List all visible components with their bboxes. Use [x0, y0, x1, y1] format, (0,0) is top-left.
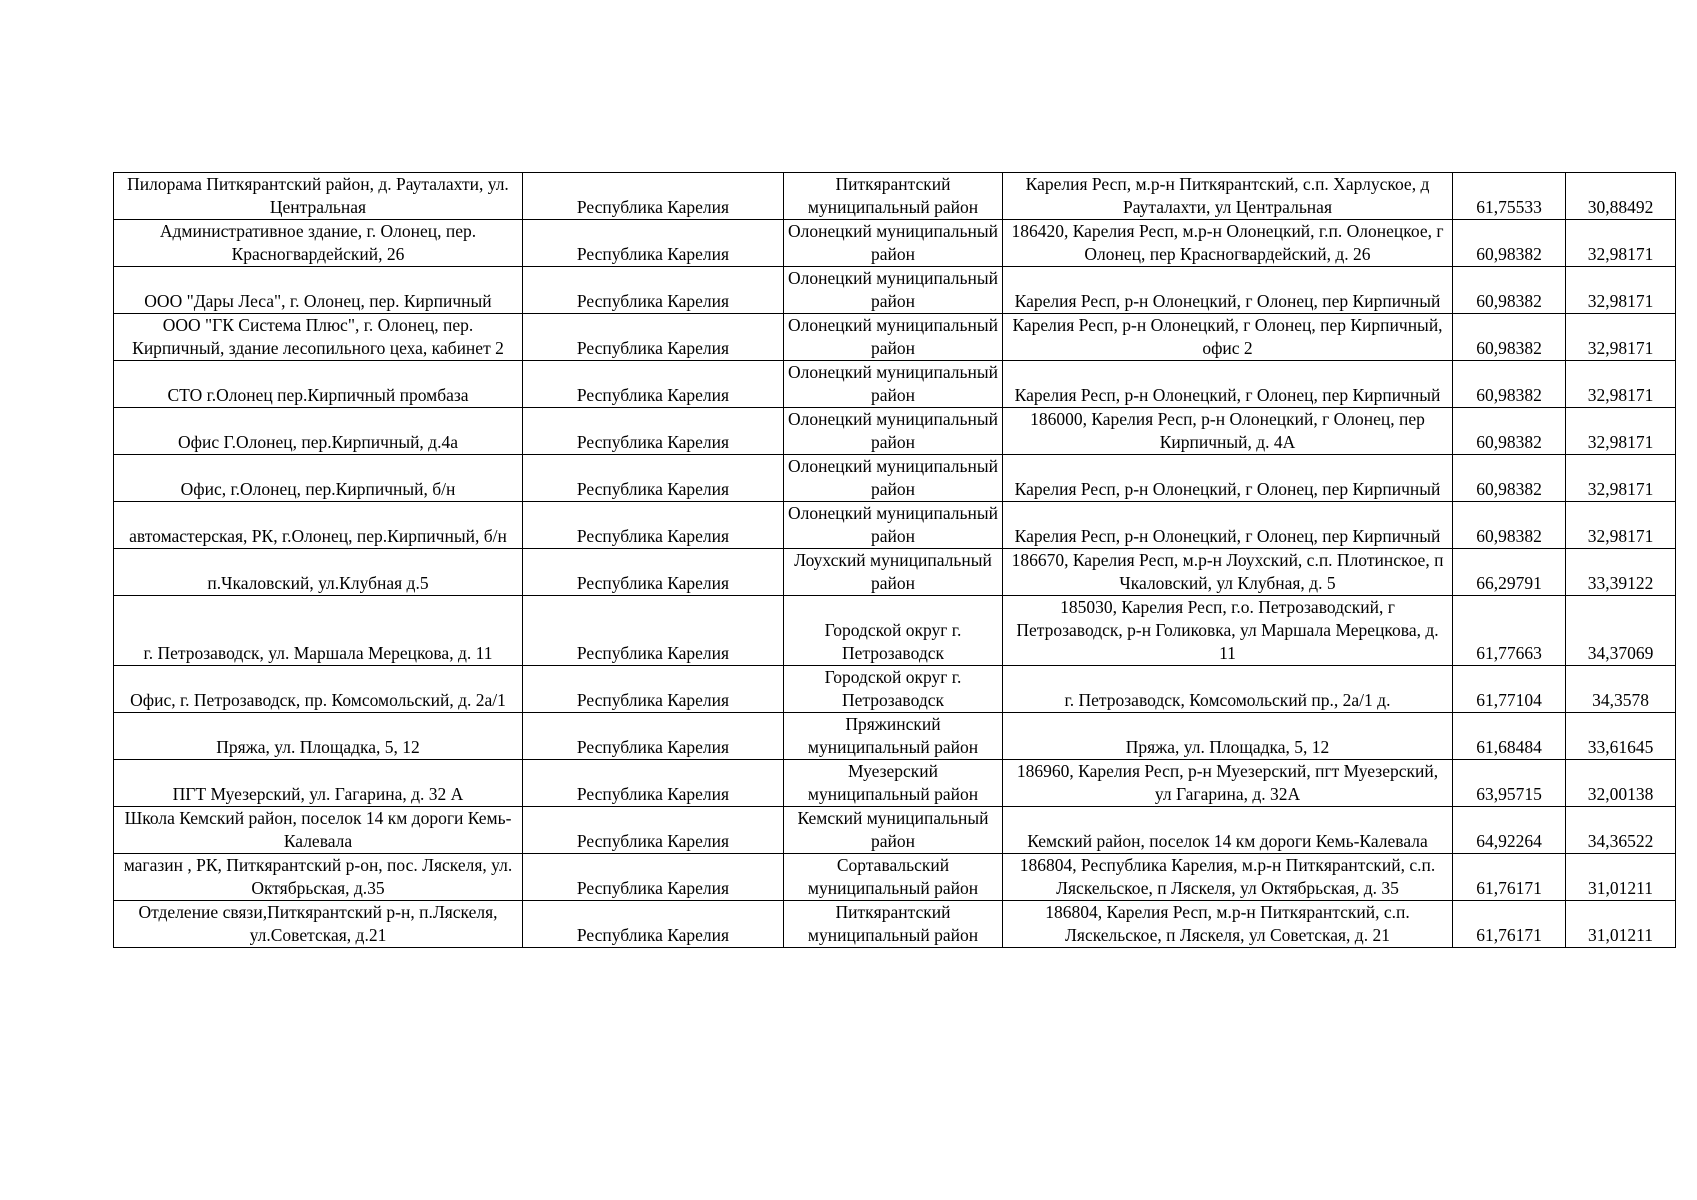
region-cell: Республика Карелия: [523, 173, 784, 220]
latitude-cell: 60,98382: [1453, 408, 1566, 455]
object-name-cell: Офис, г.Олонец, пер.Кирпичный, б/н: [114, 455, 523, 502]
address-cell: 186804, Карелия Респ, м.р-н Питкярантский, с.п. Ляскельское, п Ляскеля, ул Советская, д. 21: [1003, 901, 1453, 948]
region-cell: Республика Карелия: [523, 455, 784, 502]
table-row: [114, 361, 1676, 408]
table-row: [114, 408, 1676, 455]
latitude-cell: 61,68484: [1453, 713, 1566, 760]
latitude-cell: 60,98382: [1453, 267, 1566, 314]
address-cell: Карелия Респ, р-н Олонецкий, г Олонец, пер Кирпичный, офис 2: [1003, 314, 1453, 361]
longitude-cell: 31,01211: [1566, 854, 1676, 901]
table-row: [114, 666, 1676, 713]
object-name-cell: Пилорама Питкярантский район, д. Рауталахти, ул. Центральная: [114, 173, 523, 220]
address-cell: Карелия Респ, р-н Олонецкий, г Олонец, пер Кирпичный: [1003, 361, 1453, 408]
object-name-cell: ПГТ Муезерский, ул. Гагарина, д. 32 А: [114, 760, 523, 807]
district-cell: Сортавальский муниципальный район: [784, 854, 1003, 901]
object-name-cell: Пряжа, ул. Площадка, 5, 12: [114, 713, 523, 760]
longitude-cell: 34,36522: [1566, 807, 1676, 854]
longitude-cell: 34,37069: [1566, 596, 1676, 666]
district-cell: Олонецкий муниципальный район: [784, 502, 1003, 549]
document-sheet: [113, 172, 1675, 948]
table-row: [114, 173, 1676, 220]
table-row: [114, 901, 1676, 948]
latitude-cell: 60,98382: [1453, 361, 1566, 408]
district-cell: Городской округ г. Петрозаводск: [784, 666, 1003, 713]
latitude-cell: 63,95715: [1453, 760, 1566, 807]
table-row: [114, 220, 1676, 267]
district-cell: Питкярантский муниципальный район: [784, 901, 1003, 948]
longitude-cell: 32,98171: [1566, 502, 1676, 549]
address-cell: 186804, Республика Карелия, м.р-н Питкярантский, с.п. Ляскельское, п Ляскеля, ул Октябрьская, д. 35: [1003, 854, 1453, 901]
district-cell: Кемский муниципальный район: [784, 807, 1003, 854]
district-cell: Лоухский муниципальный район: [784, 549, 1003, 596]
latitude-cell: 61,77104: [1453, 666, 1566, 713]
longitude-cell: 32,98171: [1566, 408, 1676, 455]
region-cell: Республика Карелия: [523, 502, 784, 549]
latitude-cell: 66,29791: [1453, 549, 1566, 596]
object-name-cell: СТО г.Олонец пер.Кирпичный промбаза: [114, 361, 523, 408]
latitude-cell: 61,76171: [1453, 901, 1566, 948]
object-name-cell: Офис, г. Петрозаводск, пр. Комсомольский, д. 2а/1: [114, 666, 523, 713]
address-cell: Карелия Респ, р-н Олонецкий, г Олонец, пер Кирпичный: [1003, 267, 1453, 314]
longitude-cell: 33,61645: [1566, 713, 1676, 760]
region-cell: Республика Карелия: [523, 854, 784, 901]
object-name-cell: Отделение связи,Питкярантский р-н, п.Ляскеля, ул.Советская, д.21: [114, 901, 523, 948]
table-row: [114, 760, 1676, 807]
table-row: [114, 713, 1676, 760]
table-row: [114, 854, 1676, 901]
longitude-cell: 32,98171: [1566, 361, 1676, 408]
latitude-cell: 60,98382: [1453, 220, 1566, 267]
longitude-cell: 32,98171: [1566, 267, 1676, 314]
longitude-cell: 32,00138: [1566, 760, 1676, 807]
longitude-cell: 32,98171: [1566, 455, 1676, 502]
object-name-cell: магазин , РК, Питкярантский р-он, пос. Ляскеля, ул. Октябрьская, д.35: [114, 854, 523, 901]
address-cell: Карелия Респ, р-н Олонецкий, г Олонец, пер Кирпичный: [1003, 455, 1453, 502]
district-cell: Олонецкий муниципальный район: [784, 314, 1003, 361]
address-cell: 186000, Карелия Респ, р-н Олонецкий, г Олонец, пер Кирпичный, д. 4А: [1003, 408, 1453, 455]
table-row: [114, 267, 1676, 314]
region-cell: Республика Карелия: [523, 760, 784, 807]
region-cell: Республика Карелия: [523, 408, 784, 455]
object-name-cell: ООО "Дары Леса", г. Олонец, пер. Кирпичный: [114, 267, 523, 314]
district-cell: Муезерский муниципальный район: [784, 760, 1003, 807]
address-cell: 186960, Карелия Респ, р-н Муезерский, пгт Муезерский, ул Гагарина, д. 32А: [1003, 760, 1453, 807]
table-body: [114, 173, 1676, 948]
object-name-cell: ООО "ГК Система Плюс", г. Олонец, пер. Кирпичный, здание лесопильного цеха, кабинет 2: [114, 314, 523, 361]
table-row: [114, 549, 1676, 596]
district-cell: Олонецкий муниципальный район: [784, 408, 1003, 455]
longitude-cell: 30,88492: [1566, 173, 1676, 220]
object-name-cell: Офис Г.Олонец, пер.Кирпичный, д.4а: [114, 408, 523, 455]
object-name-cell: Административное здание, г. Олонец, пер. Красногвардейский, 26: [114, 220, 523, 267]
district-cell: Олонецкий муниципальный район: [784, 455, 1003, 502]
district-cell: Городской округ г. Петрозаводск: [784, 596, 1003, 666]
longitude-cell: 31,01211: [1566, 901, 1676, 948]
latitude-cell: 60,98382: [1453, 455, 1566, 502]
table-row: [114, 455, 1676, 502]
address-cell: Карелия Респ, р-н Олонецкий, г Олонец, пер Кирпичный: [1003, 502, 1453, 549]
address-cell: Пряжа, ул. Площадка, 5, 12: [1003, 713, 1453, 760]
object-name-cell: г. Петрозаводск, ул. Маршала Мерецкова, д. 11: [114, 596, 523, 666]
table-row: [114, 502, 1676, 549]
region-cell: Республика Карелия: [523, 596, 784, 666]
longitude-cell: 32,98171: [1566, 314, 1676, 361]
object-name-cell: Школа Кемский район, поселок 14 км дороги Кемь-Калевала: [114, 807, 523, 854]
district-cell: Пряжинский муниципальный район: [784, 713, 1003, 760]
table-row: [114, 314, 1676, 361]
address-cell: 186670, Карелия Респ, м.р-н Лоухский, с.п. Плотинское, п Чкаловский, ул Клубная, д. 5: [1003, 549, 1453, 596]
region-cell: Республика Карелия: [523, 314, 784, 361]
longitude-cell: 33,39122: [1566, 549, 1676, 596]
region-cell: Республика Карелия: [523, 807, 784, 854]
region-cell: Республика Карелия: [523, 549, 784, 596]
latitude-cell: 64,92264: [1453, 807, 1566, 854]
object-name-cell: автомастерская, РК, г.Олонец, пер.Кирпичный, б/н: [114, 502, 523, 549]
region-cell: Республика Карелия: [523, 713, 784, 760]
table-row: [114, 596, 1676, 666]
table-row: [114, 807, 1676, 854]
district-cell: Олонецкий муниципальный район: [784, 220, 1003, 267]
latitude-cell: 61,75533: [1453, 173, 1566, 220]
address-cell: г. Петрозаводск, Комсомольский пр., 2а/1 д.: [1003, 666, 1453, 713]
district-cell: Питкярантский муниципальный район: [784, 173, 1003, 220]
latitude-cell: 61,77663: [1453, 596, 1566, 666]
locations-table: [113, 172, 1676, 948]
latitude-cell: 61,76171: [1453, 854, 1566, 901]
region-cell: Республика Карелия: [523, 666, 784, 713]
district-cell: Олонецкий муниципальный район: [784, 361, 1003, 408]
longitude-cell: 34,3578: [1566, 666, 1676, 713]
region-cell: Республика Карелия: [523, 267, 784, 314]
object-name-cell: п.Чкаловский, ул.Клубная д.5: [114, 549, 523, 596]
latitude-cell: 60,98382: [1453, 502, 1566, 549]
address-cell: 185030, Карелия Респ, г.о. Петрозаводский, г Петрозаводск, р-н Голиковка, ул Маршала Мерецкова, д. 11: [1003, 596, 1453, 666]
region-cell: Республика Карелия: [523, 901, 784, 948]
address-cell: 186420, Карелия Респ, м.р-н Олонецкий, г.п. Олонецкое, г Олонец, пер Красногвардейский, д. 26: [1003, 220, 1453, 267]
address-cell: Карелия Респ, м.р-н Питкярантский, с.п. Харлуское, д Рауталахти, ул Центральная: [1003, 173, 1453, 220]
district-cell: Олонецкий муниципальный район: [784, 267, 1003, 314]
region-cell: Республика Карелия: [523, 220, 784, 267]
latitude-cell: 60,98382: [1453, 314, 1566, 361]
address-cell: Кемский район, поселок 14 км дороги Кемь-Калевала: [1003, 807, 1453, 854]
region-cell: Республика Карелия: [523, 361, 784, 408]
longitude-cell: 32,98171: [1566, 220, 1676, 267]
